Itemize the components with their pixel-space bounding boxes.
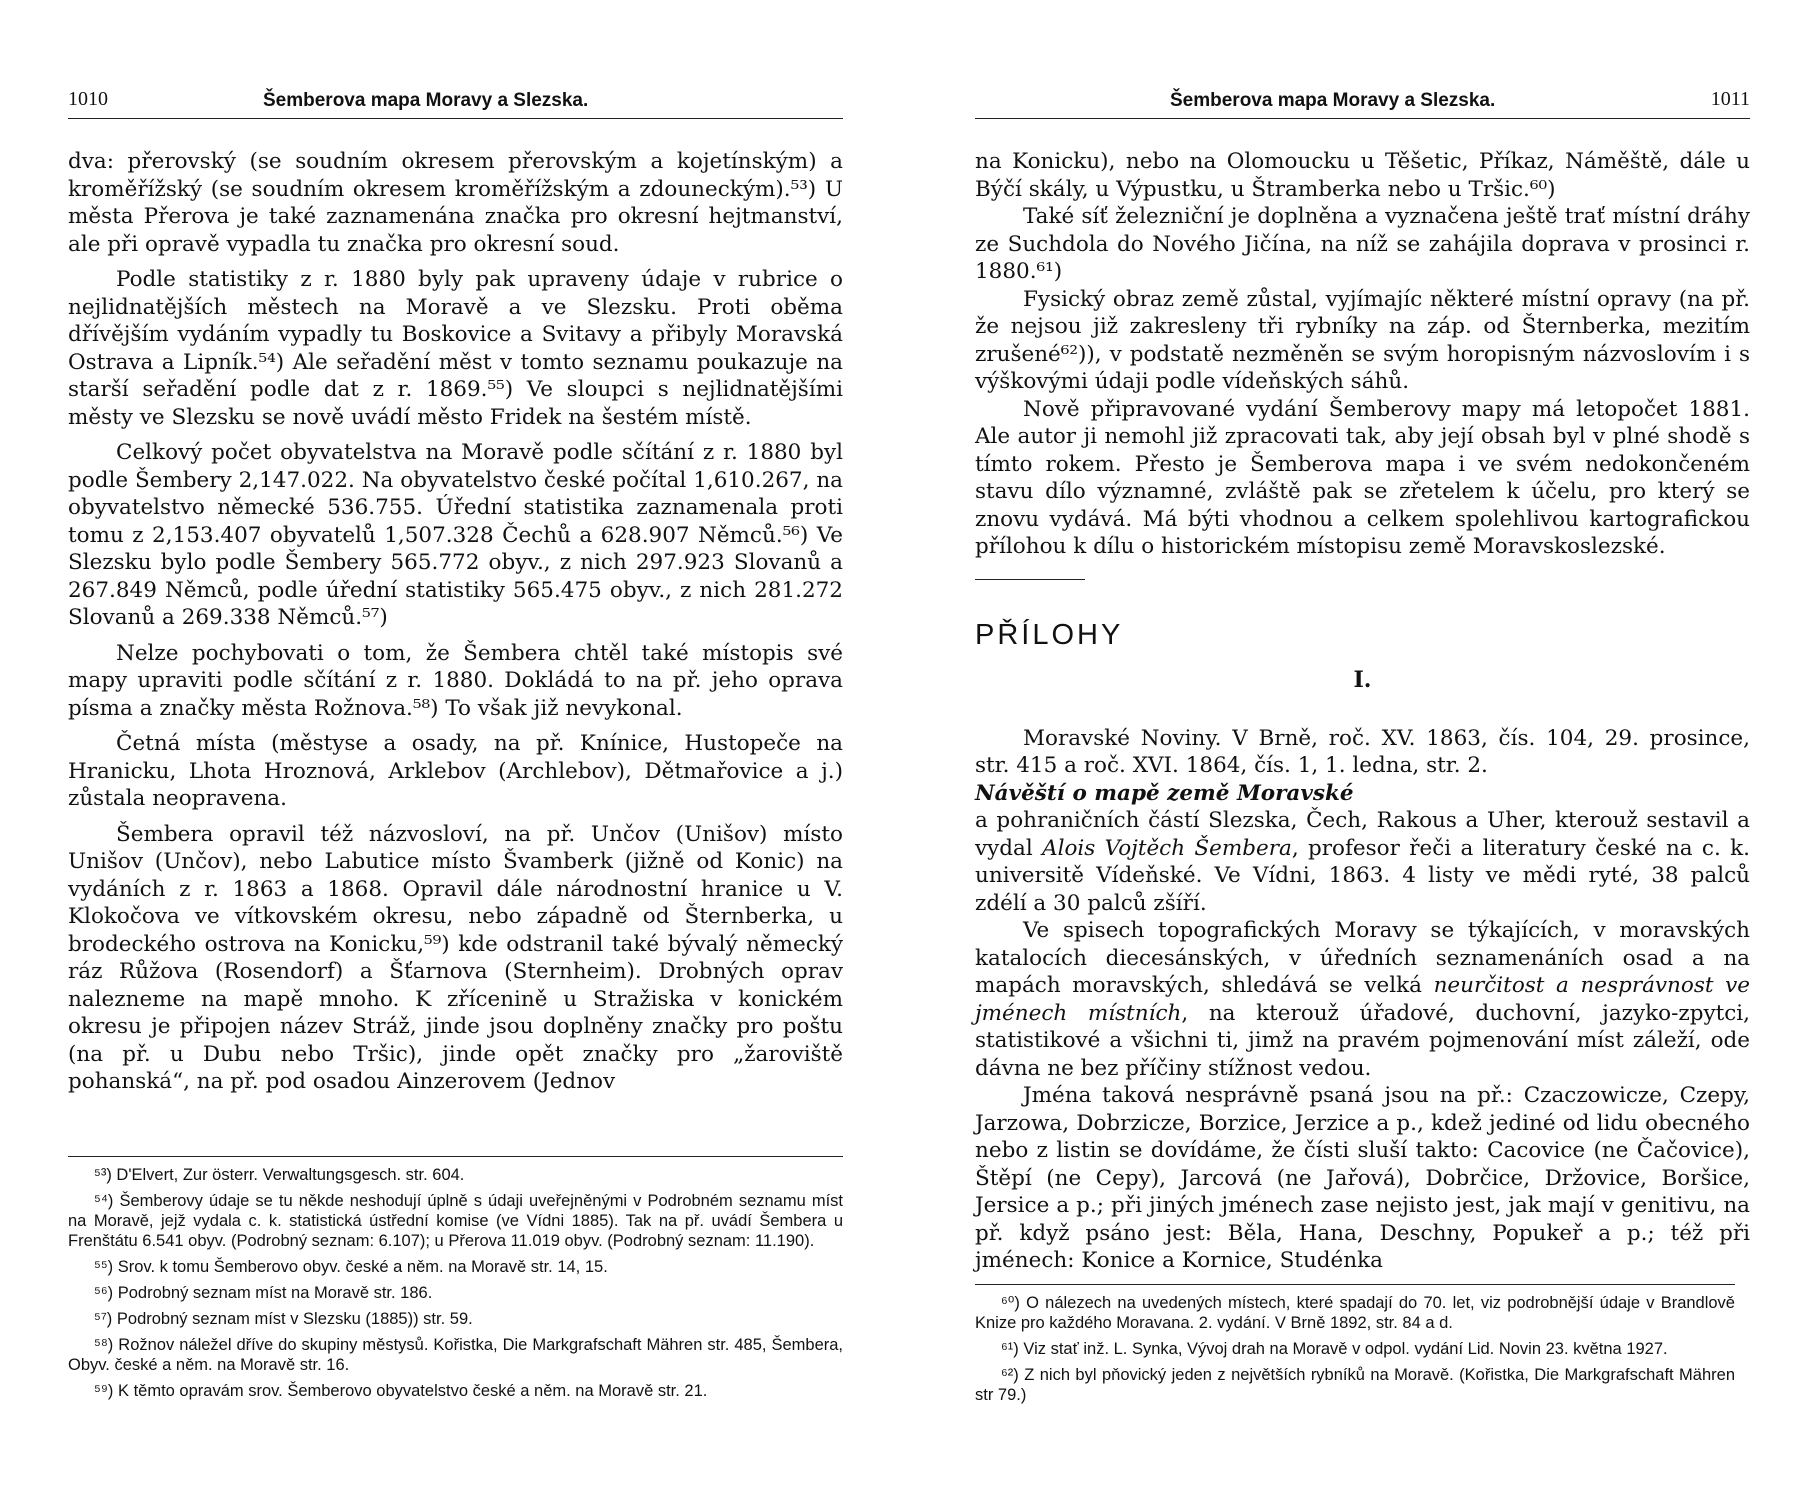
left-page-number: 1010	[68, 88, 108, 110]
right-page-number: 1011	[1710, 88, 1750, 110]
left-running-head	[68, 88, 843, 119]
footnote: ⁶⁰) O nálezech na uvedených místech, které spadají do 70. let, viz podrobnější údaje v Brandlově Knize pro každého Moravana. 2. vydání. V Brně 1892, str. 84 a d.	[975, 1294, 1735, 1332]
paragraph: na Konicku), nebo na Olomoucku u Těšetic, Příkaz, Náměště, dále u Býčí skály, u Výpustku, u Štramberka nebo u Tršic.⁶⁰)	[975, 149, 1750, 202]
appendix-p2-b: , na kterouž úřadové, duchovní, jazyko-zpytci, statistikové a všichni ti, jimž na pravém pojmenování míst záleží, ode dávna ne bez příčiny stížnost vedou.	[975, 1000, 1750, 1081]
paragraph: Nově připravované vydání Šemberovy mapy má letopočet 1881. Ale autor ji nemohl již zpracovati tak, aby její obsah byl v plné shodě s tímto rokem. Přesto je Šemberova mapa i ve svém nedokončeném stavu dílo významné, zvláště pak se zřetelem k účelu, pro který se znovu vydává. Má býti vhodnou a celkem spolehlivou kartografickou přílohou k dílu o historickém místopisu země Moravskoslezské.	[975, 396, 1750, 559]
paragraph: Podle statistiky z r. 1880 byly pak upraveny údaje v rubrice o nejlidnatějších městech na Moravě a ve Slezsku. Proti oběma dřívějším vydáním vypadly tu Boskovice a Svitavy a přibyly Moravská Ostrava a Lipník.⁵⁴) Ale seřadění měst v tomto seznamu poukazuje na starší seřadění podle dat z r. 1869.⁵⁵) Ve sloupci s nejlidnatějšími městy ve Slezsku se nově uvádí město Fridek na šestém místě.	[68, 267, 843, 430]
right-running-title: Šemberova mapa Moravy a Slezska.	[1170, 90, 1496, 111]
right-page	[975, 0, 1750, 1500]
appendix-item-desc-1: a pohraničních částí Slezska, Čech, Rakous a Uher, kterouž sestavil a vydal	[975, 808, 1750, 861]
paragraph: dva: přerovský (se soudním okresem přerovským a kojetínským) a kroměřížský (se soudním okresem kroměřížským a zdouneckým).⁵³) U města Přerova je také zaznamenána značka pro okresní hejtmanství, ale při opravě vypadla tu značka pro okresní soud.	[68, 149, 843, 257]
left-body-text	[68, 148, 843, 1104]
appendix-item-author: Alois Vojtěch Šembera	[1042, 835, 1292, 861]
right-body-text	[975, 148, 1750, 1275]
paragraph: Šembera opravil též názvosloví, na př. Unčov (Unišov) místo Unišov (Unčov), nebo Labutice místo Švamberk (jižně od Konic) na vydáních z r. 1863 a 1868. Opravil dále národnostní hranice u V. Klokočova ve vítkovském okresu, nebo západně od Šternberka, u brodeckého ostrova na Konicku,⁵⁹) kde odstranil také bývalý německý ráz Růžova (Rosendorf) a Šťarnova (Sternheim). Drobných oprav nalezneme na mapě mnoho. K zřícenině u Stražiska v konickém okresu je připojen název Stráž, jinde jsou doplněny značky pro poštu (na př. u Dubu nebo Tršic), jinde opět značky pro „žaroviště pohanská“, na př. pod osadou Ainzerovem (Jednov	[68, 821, 843, 1094]
footnote: ⁵⁹) K těmto opravám srov. Šemberovo obyvatelstvo české a něm. na Moravě str. 21.	[94, 1382, 708, 1400]
footnote: ⁶²) Z nich byl pňovický jeden z největších rybníků na Moravě. (Kořistka, Die Markgrafschaft Mähren str 79.)	[975, 1366, 1735, 1404]
footnote: ⁵⁷) Podrobný seznam míst v Slezsku (1885)) str. 59.	[94, 1310, 473, 1328]
appendix-paragraph	[975, 917, 1750, 1082]
right-running-head	[975, 88, 1750, 119]
appendix-p2-emphasis: neurčitost a nesprávnost ve jménech místních	[975, 973, 1750, 1026]
paragraph: Četná místa (městyse a osady, na př. Knínice, Hustopeče na Hranicku, Lhota Hroznová, Arklebov (Archlebov), Dětmařovice a j.) zůstala neopravena.	[68, 731, 843, 811]
footnote: ⁵³) D'Elvert, Zur österr. Verwaltungsgesch. str. 604.	[94, 1166, 465, 1184]
paragraph: Celkový počet obyvatelstva na Moravě podle sčítání z r. 1880 byl podle Šembery 2,147.022. Na obyvatelstvo české počítal 1,610.267, na obyvatelstvo německé 536.755. Úřední statistika zaznamenala proti tomu z 2,153.407 obyvatelů 1,507.328 Čechů a 628.907 Němců.⁵⁶) Ve Slezsku bylo podle Šembery 565.772 obyv., z nich 297.923 Slovanů a 267.849 Němců, podle úřední statistiky 565.475 obyv., z nich 281.272 Slovanů a 269.338 Němců.⁵⁷)	[68, 440, 843, 630]
appendix-numeral: I.	[1353, 667, 1372, 693]
appendix-item-title: Návěští o mapě země Moravské	[975, 780, 1354, 806]
appendix-p2-a: Ve spisech topografických Moravy se týkajících, v moravských katalocích diecesánských, v úředních seznamenáních osad a na mapách moravských, shledává se velká	[975, 918, 1750, 998]
appendix-item-desc-2: , profesor řeči a literatury české na c. k. universitě Vídeňské. Ve Vídni, 1863. 4 listy ve mědi ryté, 38 palců zdélí a 30 palců zšíří.	[975, 835, 1750, 916]
right-footnotes	[975, 1284, 1735, 1411]
footnote: ⁵⁵) Srov. k tomu Šemberovo obyv. české a něm. na Moravě str. 14, 15.	[94, 1258, 608, 1276]
footnote: ⁶¹) Viz stať inž. L. Synka, Vývoj drah na Moravě v odpol. vydání Lid. Novin 23. května 1927.	[1001, 1340, 1668, 1358]
left-footnotes	[68, 1156, 843, 1407]
appendix-paragraph: Jména taková nesprávně psaná jsou na př.: Czaczowicze, Czepy, Jarzowa, Dobrzicze, Borzice, Jerzice a p., kdež jediné od lidu obecného nebo z listin se dovídáme, že čísti sluší takto: Cacovice (ne Čačovice), Štěpí (ne Cepy), Jarcová (ne Jařová), Dobrčice, Držovice, Boršice, Jersice a p.; při jiných jménech zase nejisto jest, jak mají v genitivu, na př. když psáno jest: Běla, Hana, Deschny, Popukeř a p.; též při jménech: Konice a Kornice, Studénka	[975, 1083, 1750, 1273]
appendix-heading: PŘÍLOHY	[975, 618, 1124, 651]
paragraph: Také síť železniční je doplněna a vyznačena ještě trať místní dráhy ze Suchdola do Nového Jičína, na níž se zahájila doprava v prosinci r. 1880.⁶¹)	[975, 204, 1750, 284]
footnote: ⁵⁴) Šemberovy údaje se tu někde neshodují úplně s údaji uveřejněnými v Podrobném seznamu míst na Moravě, jejž vydala c. k. statistická ústřední komise (ve Vídni 1885). Tak na př. uvádí Šembera u Frenštátu 6.541 obyv. (Podrobný seznam: 6.107); u Přerova 11.019 obyv. (Podrobný seznam: 11.190).	[68, 1192, 843, 1250]
left-page	[68, 0, 843, 1500]
paragraph: Nelze pochybovati o tom, že Šembera chtěl také místopis své mapy upraviti podle sčítání z r. 1880. Dokládá to na př. jeho oprava písma a značky města Rožnova.⁵⁸) To však již nevykonal.	[68, 640, 843, 721]
footnote: ⁵⁸) Rožnov náležel dříve do skupiny městysů. Kořistka, Die Markgrafschaft Mähren str. 485, Šembera, Obyv. české a něm. na Moravě str. 16.	[68, 1336, 843, 1374]
section-divider	[975, 579, 1085, 580]
footnote: ⁵⁶) Podrobný seznam míst na Moravě str. 186.	[94, 1284, 433, 1302]
appendix-source: Moravské Noviny. V Brně, roč. XV. 1863, čís. 104, 29. prosince, str. 415 a roč. XVI. 1864, čís. 1, 1. ledna, str. 2.	[975, 725, 1750, 778]
appendix-item-description	[975, 807, 1750, 917]
left-running-title: Šemberova mapa Moravy a Slezska.	[263, 90, 589, 111]
paragraph: Fysický obraz země zůstal, vyjímajíc některé místní opravy (na př. že nejsou již zakresleny tři rybníky na záp. od Šternberka, mezitím zrušené⁶²)), v podstatě nezměněn se svým horopisným názvoslovím i s výškovými údaji podle vídeňských sáhů.	[975, 286, 1750, 394]
